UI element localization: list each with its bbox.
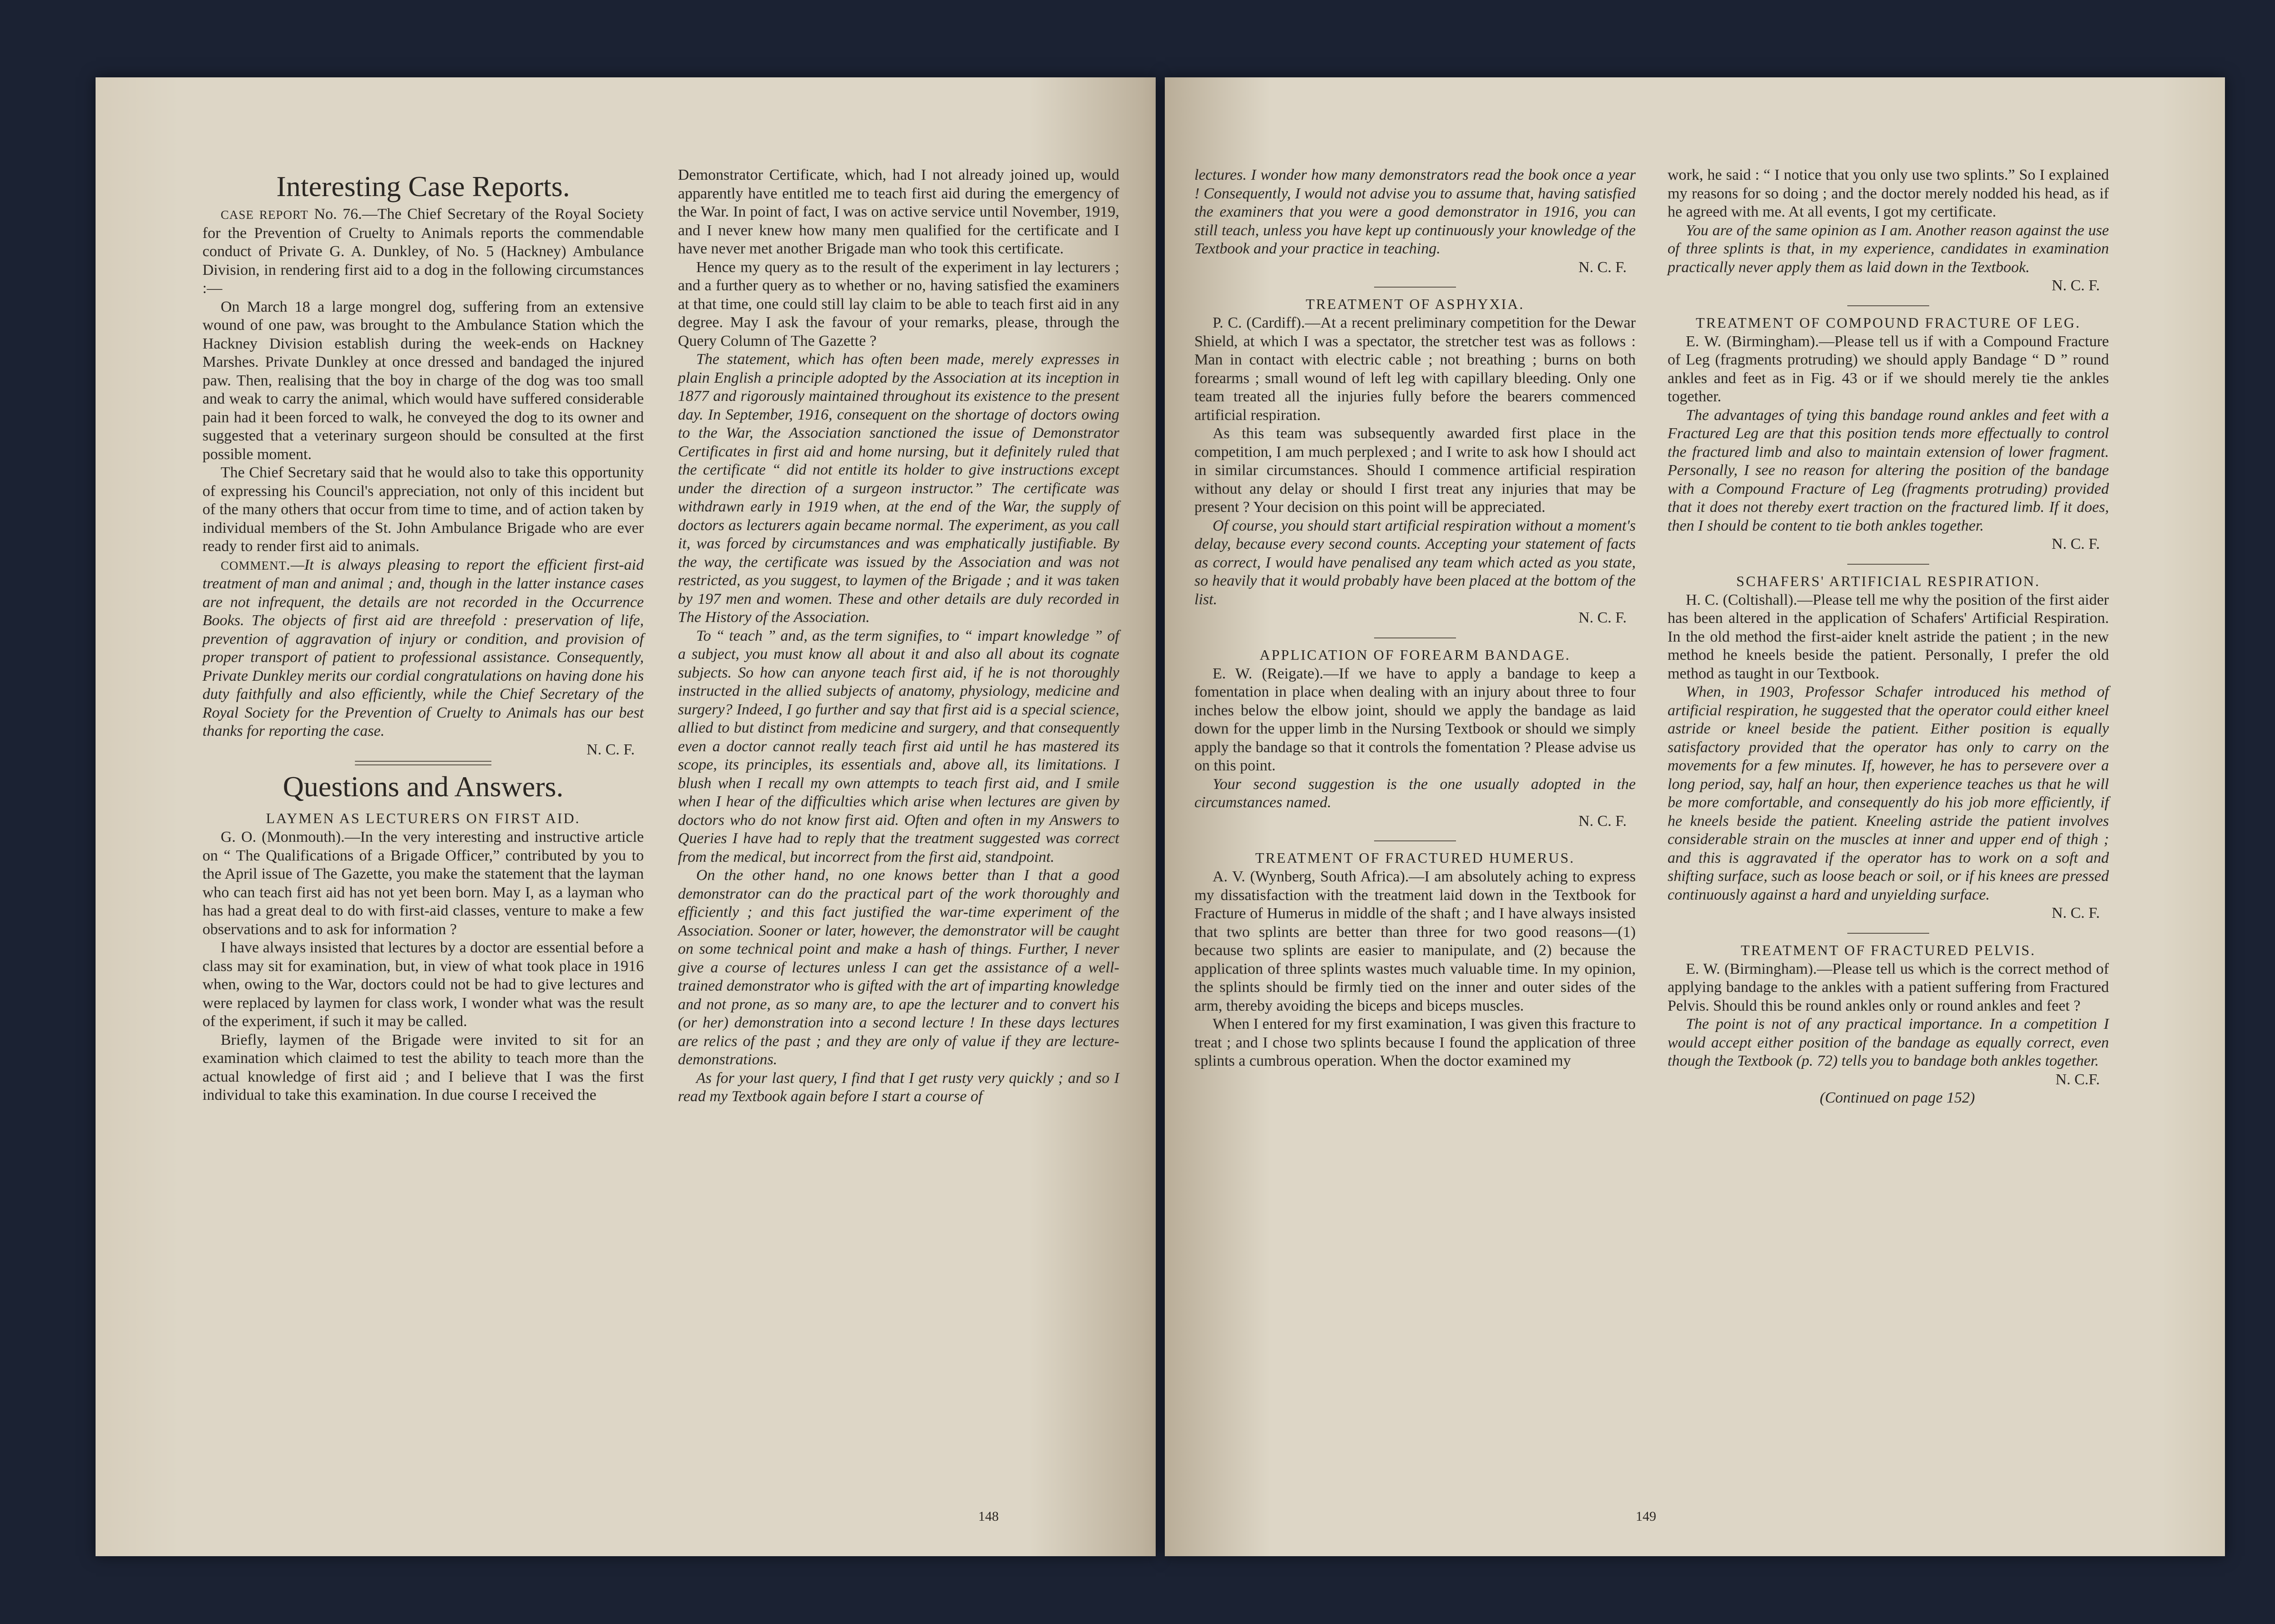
section-rule bbox=[1847, 933, 1929, 934]
section-rule bbox=[1374, 637, 1456, 638]
signature: N. C. F. bbox=[2052, 905, 2100, 921]
case-paragraph: CASE REPORT No. 76.—The Chief Secretary of the Royal Society for the Prevention of Cruelty to Animals reports the commendable conduct of Private G. A. Dunkley, of No. 5 (Hackney) Ambulance Division, in rendering first aid to a dog in the following circumstances :— bbox=[202, 206, 644, 297]
signature: N. C. F. bbox=[1578, 812, 1627, 830]
left-page bbox=[96, 77, 1156, 1556]
right-column-2 bbox=[1668, 166, 2109, 1108]
answer-paragraph: As for your last query, I find that I get rusty very quickly ; and so I read my Textbook again before I start a course of bbox=[678, 1069, 1119, 1105]
signature: N. C. F. bbox=[1578, 258, 1627, 276]
question-heading: SCHAFERS' ARTIFICIAL RESPIRATION. bbox=[1736, 572, 2040, 589]
question-paragraph: Hence my query as to the result of the experiment in lay lecturers ; and a further query as to whether or no, having satisfied the examiners at that time, one could still lay claim to be able to teach first aid in any degree. May I ask the favour of your remarks, please, through the Query Column of The Gazette ? bbox=[678, 258, 1119, 349]
left-column-2 bbox=[678, 166, 1119, 1106]
section-title-questions-answers: Questions and Answers. bbox=[283, 770, 564, 803]
question-heading: TREATMENT OF ASPHYXIA. bbox=[1305, 296, 1525, 312]
answer-paragraph: Of course, you should start artificial respiration without a moment's delay, because every second counts. Accepting your statement of facts as correct, I would have penalised any team which acted as you state, so heavily that it would probably have been placed at the bottom of the list. bbox=[1194, 517, 1636, 608]
question-heading: APPLICATION OF FOREARM BANDAGE. bbox=[1259, 646, 1571, 663]
signature: N. C.F. bbox=[2055, 1071, 2100, 1088]
right-column-1 bbox=[1194, 166, 1636, 1071]
question-paragraph: E. W. (Birmingham).—Please tell us which is the correct method of applying bandage to the ankles with a patient suffering from Fractured Pelvis. Should this be round ankles only or round ankles and feet ? bbox=[1668, 960, 2109, 1014]
answer-paragraph: lectures. I wonder how many demonstrators read the book once a year ! Consequently, I would not advise you to assume that, having satisfied the examiners that you were a good demonstrator in 1916, you can still teach, unless you have kept up continuously your knowledge of the Textbook and your practice in teaching. bbox=[1194, 167, 1636, 257]
question-paragraph: P. C. (Cardiff).—At a recent preliminary competition for the Dewar Shield, at which I was a spectator, the stretcher test was as follows : Man in contact with electric cable ; not breathing ; burns on both forearms ; small wound of left leg with capillary bleeding. Only one team treated all the injuries fully before the bearers commenced artificial respiration. bbox=[1194, 314, 1636, 424]
question-heading: TREATMENT OF COMPOUND FRACTURE OF LEG. bbox=[1696, 314, 2081, 331]
section-rule bbox=[1847, 564, 1929, 565]
answer-paragraph: The point is not of any practical importance. In a competition I would accept either position of the bandage as equally correct, even though the Textbook (p. 72) tells you to bandage both ankles together. bbox=[1668, 1016, 2109, 1069]
question-paragraph: G. O. (Monmouth).—In the very interesting and instructive article on “ The Qualifications of a Brigade Officer,” contributed by you to the April issue of The Gazette, you make the statement that the layman who can teach first aid has not yet been born. May I, as a layman who has had a great deal to do with first-aid classes, venture to make a few observations and to ask for information ? bbox=[202, 829, 644, 938]
answer-paragraph: When, in 1903, Professor Schafer introduced his method of artificial respiration, he suggested that the operator could either kneel astride or kneel beside the patient. Either position is equally satisfactory provided that the operator has only to carry on the movements for a few minutes. If, however, he has to persevere over a long period, say, half an hour, then experience teaches us that he will be more comfortable, and consequently do his job more efficiently, if he kneels beside the patient. Kneeling astride the patient involves considerable strain on the muscles at inner and upper end of thigh ; and this is aggravated if the operator has to work on a soft and shifting surface, such as loose beach or soil, or if his knees are pressed continuously against a hard and unyielding surface. bbox=[1668, 683, 2109, 903]
section-title-case-reports: Interesting Case Reports. bbox=[276, 170, 570, 202]
section-rule bbox=[1847, 305, 1929, 306]
question-heading: LAYMEN AS LECTURERS ON FIRST AID. bbox=[266, 810, 581, 826]
case-comment: COMMENT.—It is always pleasing to report the efficient first-aid treatment of man and animal ; and, though in the latter instance cases are not infrequent, the details are not recorded in the Occurrence Books. The objects of first aid are threefold : preservation of life, prevention of aggravation of injury or condition, and provision of proper transport of patient to professional assistance. Consequently, Private Dunkley merits our cordial congratulations on having done his duty faithfully and also efficiently, while the Chief Secretary of the Royal Society for the Prevention of Cruelty to Animals has our best thanks for reporting the case. bbox=[202, 556, 644, 739]
right-page bbox=[1165, 77, 2225, 1556]
case-paragraph: The Chief Secretary said that he would also to take this opportunity of expressing his Council's appreciation, not only of this incident but of the many others that occur from time to time, and of action taken by individual members of the St. John Ambulance Brigade who are ever ready to render first aid to animals. bbox=[202, 464, 644, 555]
question-paragraph: Demonstrator Certificate, which, had I not already joined up, would apparently have entitled me to teach first aid during the emergency of the War. In point of fact, I was on active service until November, 1919, and I never knew how many men qualified for the certificate and I have never met another Brigade man who took this certificate. bbox=[678, 167, 1119, 257]
question-heading: TREATMENT OF FRACTURED HUMERUS. bbox=[1255, 850, 1575, 866]
answer-paragraph: On the other hand, no one knows better than I that a good demonstrator can do the practical part of the work thoroughly and efficiently ; and this fact justified the war-time experiment of the Association. Sooner or later, however, the demonstrator will be caught on some technical point and make a hash of things. Further, I never give a course of lectures unless I can get the assistance of a well-trained demonstrator who is gifted with the art of imparting knowledge and not prone, as so many are, to ape the lecturer and to convert his (or her) demonstration into a second lecture ! In these days lectures are relics of the past ; and they are only of value if they are lecture-demonstrations. bbox=[678, 867, 1119, 1068]
question-paragraph: As this team was subsequently awarded first place in the competition, I am much perplexed ; and I write to ask how I should act in similar circumstances. Should I commence artificial respiration without any delay or should I first treat any injuries that may be present ? Your decision on this point will be appreciated. bbox=[1194, 425, 1636, 516]
question-heading: TREATMENT OF FRACTURED PELVIS. bbox=[1740, 941, 2036, 958]
signature: N. C. F. bbox=[586, 741, 635, 758]
answer-paragraph: You are of the same opinion as I am. Another reason against the use of three splints is that, in my experience, candidates in examination practically never apply them as laid down in the Textbook. bbox=[1668, 222, 2109, 276]
page-number: 149 bbox=[1636, 1509, 1656, 1524]
answer-paragraph: The advantages of tying this bandage round ankles and feet with a Fractured Leg are that this position tends more effectually to control the fractured limb and also to maintain extension of lower fragment. Personally, I see no reason for altering the position of the bandage with a Compound Fracture of Leg (fragments protruding) provided that it does not thereby exert traction on the fractured limb. If it does, then I should be content to tie both ankles together. bbox=[1668, 406, 2109, 534]
left-column-1 bbox=[202, 166, 644, 1105]
section-rule bbox=[1374, 840, 1456, 841]
question-paragraph: E. W. (Reigate).—If we have to apply a bandage to keep a fomentation in place when dealing with an injury about three to four inches below the elbow joint, should we apply the bandage as laid down for the upper limb in the Nursing Textbook or should we simply apply the bandage so that it controls the fomentation ? Please advise us on this point. bbox=[1194, 665, 1636, 774]
question-paragraph: H. C. (Coltishall).—Please tell me why the position of the first aider has been altered in the application of Schafers' Artificial Respiration. In the old method the first-aider knelt astride the patient ; in the new method he kneels beside the patient. Personally, I prefer the old method as taught in our Textbook. bbox=[1668, 591, 2109, 682]
answer-paragraph: The statement, which has often been made, merely expresses in plain English a principle adopted by the Association at its inception in 1877 and rigorously maintained throughout its existence to the present day. In September, 1916, consequent on the shortage of doctors owing to the War, the Association sanctioned the issue of Demonstrator Certificates in first aid and home nursing, but it definitely ruled that the certificate “ did not entitle its holder to give instructions except under the direction of a surgeon instructor.” The certificate was withdrawn early in 1919 when, at the end of the War, the supply of doctors as lecturers again became normal. The experiment, as you call it, was forced by circumstances and was emphatically justifiable. By the way, the certificate was issued by the Association and was not restricted, as you suggest, to laymen of the Brigade ; and it was taken by 197 men and women. These and other details are duly recorded in The History of the Association. bbox=[678, 351, 1119, 626]
question-paragraph: A. V. (Wynberg, South Africa).—I am absolutely aching to express my dissatisfaction with the treatment laid down in the Textbook for Fracture of Humerus in middle of the shaft ; and I have always insisted that two splints are better than three for two good reasons—(1) because two splints are easier to manipulate, and (2) because the application of three splints wastes much valuable time. In my opinion, the splints should be firmly tied on the inner and outer sides of the arm, thereby avoiding the biceps and biceps muscles. bbox=[1194, 868, 1636, 1014]
question-paragraph: Briefly, laymen of the Brigade were invited to sit for an examination which claimed to test the ability to teach more than the actual knowledge of first aid ; and I believe that I was the first individual to take this examination. In due course I received the bbox=[202, 1031, 644, 1103]
double-rule bbox=[355, 761, 491, 765]
question-paragraph: E. W. (Birmingham).—Please tell us if with a Compound Fracture of Leg (fragments protruding) we should apply Bandage “ D ” round ankles and feet as in Fig. 43 or if we should merely tie the ankles together. bbox=[1668, 333, 2109, 405]
question-paragraph: I have always insisted that lectures by a doctor are essential before a class may sit for examination, but, in view of what took place in 1916 when, owing to the War, doctors could not be had to give lectures and were replaced by laymen for class work, I wonder what was the result of the experiment, if such it may be called. bbox=[202, 939, 644, 1030]
signature: N. C. F. bbox=[1578, 609, 1627, 626]
page-number: 148 bbox=[978, 1509, 999, 1524]
case-paragraph: On March 18 a large mongrel dog, suffering from an extensive wound of one paw, was brought to the Ambulance Station which the Hackney Division establish during the week-ends on Hackney Marshes. Private Dunkley at once dressed and bandaged the injured paw. Then, realising that the boy in charge of the dog was too small and weak to carry the animal, which would have suffered considerable pain had it been forced to walk, he conveyed the dog to its owner and suggested that a veterinary surgeon should be consulted at the first possible moment. bbox=[202, 298, 644, 463]
answer-paragraph: To “ teach ” and, as the term signifies, to “ impart knowledge ” of a subject, you must know all about it and also all about its cognate subjects. So how can anyone teach first aid, if he is not thoroughly instructed in the allied subjects of anatomy, physiology, medicine and surgery? Indeed, I go further and say that first aid is a special science, allied to but distinct from medicine and surgery, and that consequently even a doctor cannot really teach first aid until he has mastered its scope, its principles, its essentials and, above all, its limitations. I blush when I recall my own attempts to teach first aid, and I smile when I hear of the difficulties which arise when lectures are given by doctors who do not know first aid. Often and often in my Answers to Queries I have had to reply that the treatment suggested was correct from the medical, but incorrect from the first aid, standpoint. bbox=[678, 627, 1119, 865]
signature: N. C. F. bbox=[2052, 277, 2100, 294]
continuation-note: (Continued on page 152) bbox=[1820, 1089, 1975, 1106]
signature: N. C. F. bbox=[2052, 536, 2100, 552]
question-paragraph: work, he said : “ I notice that you only use two splints.” So I explained my reasons for so doing ; and the doctor merely nodded his head, as if he agreed with me. At all events, I got my certificate. bbox=[1668, 167, 2109, 220]
section-rule bbox=[1374, 287, 1456, 288]
question-paragraph: When I entered for my first examination, I was given this fracture to treat ; and I chose two splints because I found the application of three splints a cumbrous operation. When the doctor examined my bbox=[1194, 1016, 1636, 1069]
answer-paragraph: Your second suggestion is the one usually adopted in the circumstances named. bbox=[1194, 775, 1636, 811]
